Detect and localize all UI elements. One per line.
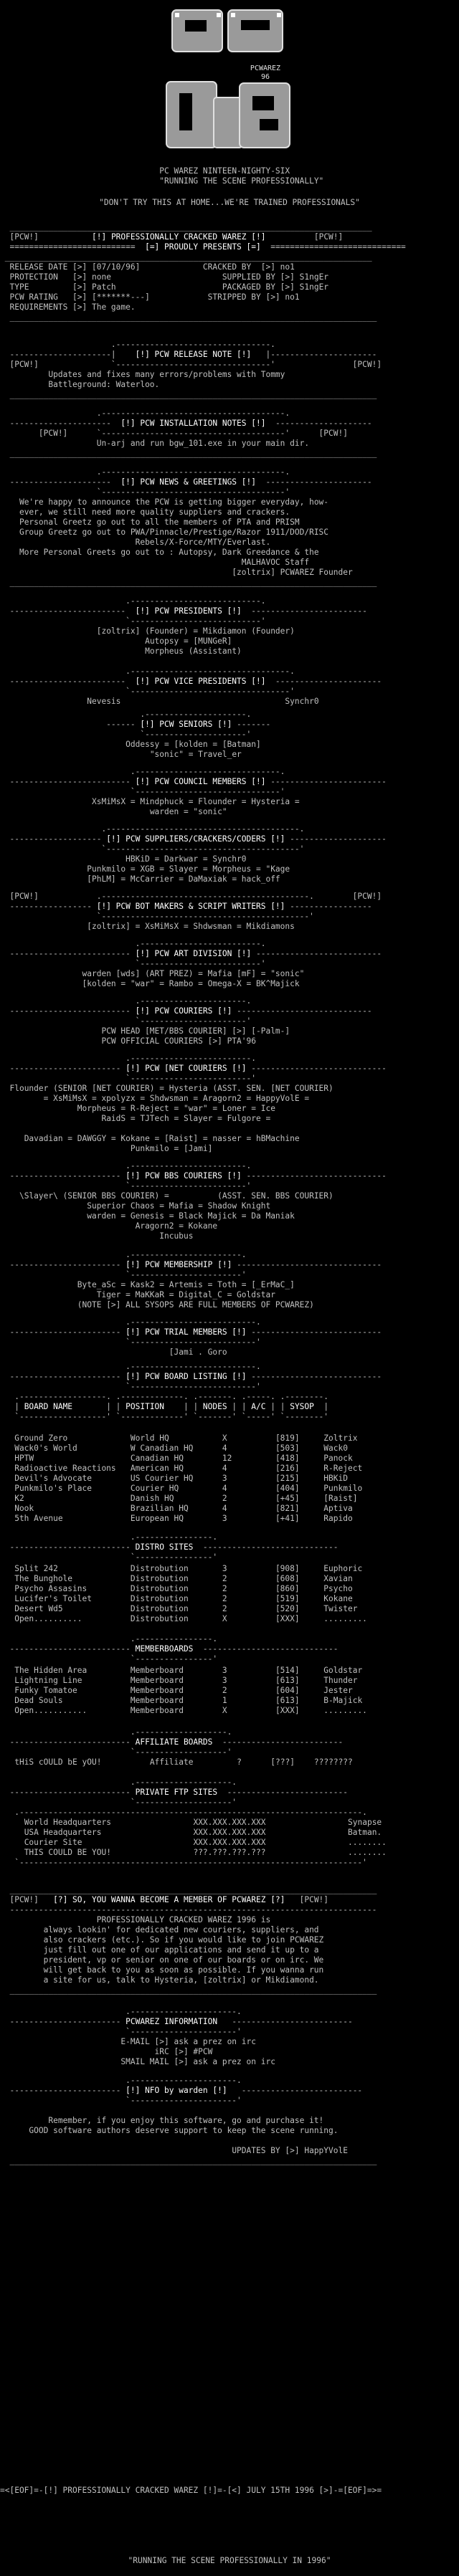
table-row <box>0 1564 459 1574</box>
join-line-5: will get back to you as soon as possible. If you wanna run <box>43 1965 324 1975</box>
table-cell: World HQ <box>130 1434 208 1443</box>
info-section: .----------------------. ----------------------- PCWAREZ INFORMATION ------------------------- `----------------------' E-MAIL [>] ask a prez on irc iRC [>] #PCW SMAIL MAIL [>] ask a prez on irc <box>0 2007 353 2066</box>
table-cell: Memberboard <box>130 1696 208 1705</box>
bots-title: [!] PCW BOT MAKERS & SCRIPT WRITERS [!] <box>96 902 285 911</box>
ftp-1-ip: XXX.XXX.XXX.XXX <box>193 1828 266 1837</box>
net-couriers-line-2: Morpheus = R-Reject = "war" = Loner = Ice <box>77 1104 275 1113</box>
net-couriers-line-0: Flounder (SENIOR [NET COURIER) = Hysteria (ASST. SEN. [NET COURIER) <box>9 1084 333 1093</box>
net-couriers-line-3: RaidS = TJTech = Slayer = Fulgore = <box>101 1114 271 1123</box>
bbs-line-4: Incubus <box>159 1231 194 1241</box>
member-title: MEMBERBOARDS <box>135 1644 194 1654</box>
news-title: [!] PCW NEWS & GREETINGS [!] <box>120 477 256 487</box>
ftp-2-name: Courier Site <box>24 1838 82 1847</box>
net-couriers-line-1: = XsMiMsX = xpolyzx = Shdwsman = Aragorn2 = HappyVolE = <box>43 1094 310 1103</box>
table-cell: 12 <box>207 1454 266 1463</box>
table-cell: [+41] <box>265 1514 314 1523</box>
table-row <box>0 1464 459 1474</box>
join-line-4: president, vp or senior on one of our boards or on irc. We <box>43 1955 324 1965</box>
bbs-couriers-section: .------------------------. ----------------------- [!] PCW BBS COURIERS [!] ----------------------------- `------------------------' \Slayer\ (SENIOR BBS COURIER) = (ASST. SEN. BBS COURIER) Superior Chaos = Mafia = Shadow Knight warden = Genesis = Black Majick = Da Maniak Aragorn2 = Kokane Incubus <box>0 1161 387 1241</box>
table-cell: The Hidden Area <box>0 1666 131 1675</box>
table-cell: 3 <box>207 1666 266 1675</box>
table-cell: 4 <box>207 1484 266 1493</box>
couriers-line-1: PCW OFFICIAL COURIERS [>] PTA'96 <box>101 1036 256 1046</box>
table-cell: Distrobution <box>130 1584 208 1593</box>
trial-line-0: [Jami . Goro <box>169 1347 227 1357</box>
presidents-title: [!] PCW PRESIDENTS [!] <box>135 606 242 616</box>
table-cell: [908] <box>265 1564 314 1573</box>
release-right-3: STRIPPED BY [>] no1 <box>207 292 300 302</box>
table-cell: American HQ <box>130 1464 208 1473</box>
coders-line-2: [PhLM] = McCarrier = DaMaxiak = hack_off <box>87 874 280 884</box>
membership-line-0: Byte_aSc = Kask2 = Artemis = Toth = [_ErMaC_] <box>77 1280 295 1289</box>
table-cell: B-Majick <box>313 1696 372 1705</box>
table-cell: [404] <box>265 1484 314 1493</box>
logo-subtitle <box>0 166 459 186</box>
presidents-line-1: Autopsy = [MUNGeR] <box>145 636 232 646</box>
table-cell: R-Reject <box>313 1464 372 1473</box>
table-cell: 2 <box>207 1604 266 1613</box>
join-line-3: just fill out one of our applications and send it up to a <box>43 1945 319 1955</box>
table-row <box>0 1666 459 1676</box>
bbs-line-3: Aragorn2 = Kokane <box>135 1221 218 1231</box>
release-left-2: TYPE [>] Patch <box>9 282 116 292</box>
art-title: [!] PCW ART DIVISION [!] <box>135 949 252 958</box>
table-cell: The Bunghole <box>0 1574 131 1583</box>
table-cell: Dead Souls <box>0 1696 131 1705</box>
table-cell: HBKiD <box>313 1474 372 1483</box>
table-cell: 2 <box>207 1594 266 1603</box>
membership-section: .-----------------------. ----------------------- [!] PCW MEMBERSHIP [!] ------------------------------ `-----------------------' Byte_aSc = Kask2 = Artemis = Toth = [_ErMaC_] Tiger = MaKKaR = Digital_C = Goldstar (NOTE [>] ALL SYSOPS ARE FULL MEMBERS OF PCWAREZ) <box>0 1250 382 1310</box>
table-cell: Wack0 <box>313 1444 372 1453</box>
motto: "DON'T TRY THIS AT HOME...WE'RE TRAINED PROFESSIONALS" <box>99 198 360 207</box>
bbs-line-2: warden = Genesis = Black Majick = Da Maniak <box>87 1211 295 1221</box>
ftp-0-sysop: Synapse <box>348 1818 382 1827</box>
table-cell: 5th Avenue <box>0 1514 131 1523</box>
logo-year: 96 <box>260 73 270 81</box>
join-line-2: also crackers (etc.). So if you would like to join PCWAREZ <box>43 1935 324 1945</box>
net-couriers-title: [!] PCW [NET COURIERS [!] <box>126 1064 247 1073</box>
nfo-line-1: GOOD software authors deserve support to keep the scene running. <box>29 2126 339 2135</box>
art-line-1: [kolden = "war" = Rambo = Omega-X = BK^Majick <box>82 979 300 988</box>
couriers-title: [!] PCW COURIERS [!] <box>135 1006 232 1016</box>
distro-table <box>0 1564 459 1624</box>
member-table <box>0 1666 459 1716</box>
nfo-updates: UPDATES BY [>] HappYVolE <box>232 2146 348 2155</box>
distro-title: DISTRO SITES <box>135 1542 194 1552</box>
table-cell: Split 242 <box>0 1564 131 1573</box>
affiliate-ac: [???] <box>270 1757 295 1767</box>
table-cell: X <box>207 1706 266 1715</box>
table-row <box>0 1484 459 1494</box>
table-cell: Thunder <box>313 1676 372 1685</box>
table-cell: Memberboard <box>130 1686 208 1695</box>
table-cell: [613] <box>265 1696 314 1705</box>
news-line-5: More Personal Greets go out to : Autopsy, Dark Greedance & the <box>19 548 319 557</box>
news-line-3: Group Greetz go out to PWA/Pinnacle/Prestige/Razor 1911/DOD/RISC <box>19 528 329 537</box>
table-cell: Funky Tomatoe <box>0 1686 131 1695</box>
table-row <box>0 1504 459 1514</box>
join-title: [?] SO, YOU WANNA BECOME A MEMBER OF PCWAREZ [?] <box>53 1895 285 1904</box>
bots-section: [PCW!] .-------------------------------------------. [PCW!] ----------------- [!] PCW BOT MAKERS & SCRIPT WRITERS [!] ----------------- `-------------------------------------------' [zoltrix] = XsMiMsX = Shdwsman = Mikdiamons <box>0 892 382 931</box>
info-title: PCWAREZ INFORMATION <box>126 2017 218 2026</box>
coders-line-1: Punkmilo = XGB = Slayer = Morpheus = "Kage <box>87 864 290 874</box>
table-cell: ......... <box>313 1614 372 1623</box>
table-row <box>0 1696 459 1706</box>
table-cell: Open.......... <box>0 1614 131 1623</box>
table-cell: Memberboard <box>130 1706 208 1715</box>
art-line-0: warden [wds] (ART PREZ) = Mafia [mF] = "sonic" <box>82 969 305 978</box>
table-cell: ......... <box>313 1706 372 1715</box>
council-section: .------------------------------. ------------------------- [!] PCW COUNCIL MEMBERS [!] ------------------------ `------------------------------' XsMiMsX = Mindphuck = Flounder = Hysteria = warden = "sonic" <box>0 767 387 816</box>
table-cell: Zoltrix <box>313 1434 372 1443</box>
vice-section: .---------------------------------. ------------------------ [!] PCW VICE PRESIDENTS [!] ---------------------- `---------------------------------' Nevesis Synchr0 <box>0 667 382 706</box>
release-left-1: PROTECTION [>] none <box>9 272 111 282</box>
table-cell: 3 <box>207 1474 266 1483</box>
table-cell: Canadian HQ <box>130 1454 208 1463</box>
trial-title: [!] PCW TRIAL MEMBERS [!] <box>126 1327 247 1337</box>
table-cell: Devil's Advocate <box>0 1474 131 1483</box>
seniors-title: [!] PCW SENIORS [!] <box>140 720 232 729</box>
table-cell: Desert Wd5 <box>0 1604 131 1613</box>
table-cell: Punkmilo's Place <box>0 1484 131 1493</box>
table-row <box>0 1494 459 1504</box>
table-cell: Psycho <box>313 1584 372 1593</box>
table-cell: 3 <box>207 1514 266 1523</box>
table-cell: [860] <box>265 1584 314 1593</box>
affiliate-section: .-------------------. ------------------------- AFFILIATE BOARDS ------------------------- `-------------------' tHiS cOULD bE yOU! Affiliate ? [???] ???????? <box>0 1727 353 1767</box>
join-line-0: PROFESSIONALLY CRACKED WAREZ 1996 is <box>96 1915 271 1924</box>
footer-line: =<[EOF]=-[!] PROFESSIONALLY CRACKED WAREZ [!]=-[<] JULY 15TH 1996 [>]-=[EOF]=>= <box>0 2486 382 2495</box>
distro-section: .----------------. ------------------------- DISTRO SITES ---------------------------- `----------------' <box>0 1532 339 1562</box>
table-cell: Rapido <box>313 1514 372 1523</box>
release-note-title: [!] PCW RELEASE NOTE [!] <box>135 350 252 359</box>
table-cell: Radioactive Reactions <box>0 1464 131 1473</box>
table-cell: Kokane <box>313 1594 372 1603</box>
release-note-line-0: Updates and fixes many errors/problems with Tommy <box>48 370 285 379</box>
table-cell: [+45] <box>265 1494 314 1503</box>
table-cell: Lucifer's Toilet <box>0 1594 131 1603</box>
install-title: [!] PCW INSTALLATION NOTES [!] <box>120 419 266 428</box>
table-cell: [821] <box>265 1504 314 1513</box>
ftp-1-sysop: Batman. <box>348 1828 382 1837</box>
ftp-3-name: THIS COULD BE YOU! <box>24 1848 111 1857</box>
news-line-1: ever, we still need more quality suppliers and crackers. <box>19 507 290 517</box>
net-couriers-line-4: Davadian = DAWGGY = Kokane = [Raist] = nasser = hBMachine <box>24 1134 300 1143</box>
couriers-line-0: PCW HEAD [MET/BBS COURIER] [>] [-Palm-] <box>101 1026 290 1036</box>
table-cell: 3 <box>207 1564 266 1573</box>
logo-line-2: "RUNNING THE SCENE PROFESSIONALLY" <box>159 176 324 186</box>
col-board-name: BOARD NAME <box>24 1402 73 1411</box>
table-cell: [503] <box>265 1444 314 1453</box>
couriers-section: .----------------------. ------------------------- [!] PCW COURIERS [!] ---------------------------- `----------------------' PCW HEAD [MET/BBS COURIER] [>] [-Palm-] PCW OFFICIAL COURIERS [>] PTA'96 <box>0 996 372 1046</box>
table-cell: 2 <box>207 1494 266 1503</box>
logo-group: PCWAREZ <box>250 65 281 72</box>
release-right-1: SUPPLIED BY [>] S1ngEr <box>222 272 329 282</box>
affiliate-position: Affiliate <box>149 1757 194 1767</box>
table-cell: 4 <box>207 1444 266 1453</box>
table-row <box>0 1454 459 1464</box>
table-row <box>0 1574 459 1584</box>
install-line-0: Un-arj and run bgw_101.exe in your main dir. <box>96 439 310 448</box>
footer-motto: "RUNNING THE SCENE PROFESSIONALLY IN 1996" <box>128 2556 331 2565</box>
table-cell: Distrobution <box>130 1614 208 1623</box>
bots-line-0: [zoltrix] = XsMiMsX = Shdwsman = Mikdiamons <box>87 922 295 931</box>
table-cell: Open........... <box>0 1706 131 1715</box>
table-row <box>0 1434 459 1444</box>
table-cell: K2 <box>0 1494 131 1503</box>
member-section: .----------------. ------------------------- MEMBERBOARDS ---------------------------- `----------------' <box>0 1634 339 1664</box>
table-cell: Distrobution <box>130 1574 208 1583</box>
table-cell: [604] <box>265 1686 314 1695</box>
info-line-2: SMAIL MAIL [>] ask a prez on irc <box>120 2057 275 2066</box>
table-cell: Xavian <box>313 1574 372 1583</box>
table-cell: Goldstar <box>313 1666 372 1675</box>
boards-table <box>0 1434 459 1524</box>
table-cell: Danish HQ <box>130 1494 208 1503</box>
coders-section: .----------------------------------------. ------------------- [!] PCW SUPPLIERS/CRACKERS/CODERS [!] -------------------- `----------------------------------------' HBKiD = Darkwar = Synchr0 Punkmilo = XGB = Slayer = Morpheus = "Kage [PhLM] = McCarrier = DaMaxiak = hack_off <box>0 824 387 884</box>
ftp-section: .--------------------. ------------------------- PRIVATE FTP SITES ------------------------- `--------------------' .-----------------------------------------------------------------------. World Headquarters XXX.XXX.XXX.XXX Synapse USA Headquarters XXX.XXX.XXX.XXX Batman. Courier Site XXX.XXX.XXX.XXX ........ THIS COULD BE YOU! ???.???.???.??? ........ `-----------------------------------------------------------------------' <box>0 1778 387 1867</box>
table-cell: [418] <box>265 1454 314 1463</box>
ftp-3-ip: ???.???.???.??? <box>193 1848 266 1857</box>
table-cell: X <box>207 1434 266 1443</box>
net-couriers-line-5: Punkmilo = [Jami] <box>130 1144 213 1153</box>
ftp-0-name: World Headquarters <box>24 1818 111 1827</box>
board-listing-section: .--------------------------. ----------------------- [!] PCW BOARD LISTING [!] --------------------------- `--------------------------' .------------------. .-------------. .-------. .-----. .--------. | BOARD NAME | | POSITION | | NODES | | A/C | | SYSOP | `------------------' `-------------' `-------' `-----' `--------' <box>0 1362 382 1421</box>
join-section: ____________________________________________________________________________ [PCW!] [?] SO, YOU WANNA BECOME A MEMBER OF PCWAREZ [?] [PCW!] ---------------------------------------------------------------------------- PROFESSIONALLY CRACKED WAREZ 1996 is always lookin' for dedicated new couriers, suppliers, and also crackers (etc.). So if you would like to join PCWAREZ just fill out one of our applications and send it up to a president, vp or senior on one of our boards or on irc. We will get back to you as soon as possible. If you wanna run a site for us, talk to Hysteria, [zoltrix] or Mikdiamond. ____________________________________________________________________________ <box>0 1885 377 1995</box>
table-row <box>0 1514 459 1524</box>
table-cell: [520] <box>265 1604 314 1613</box>
membership-line-1: Tiger = MaKKaR = Digital_C = Goldstar <box>96 1290 275 1299</box>
news-line-0: We're happy to announce the PCW is getting bigger everyday, how- <box>19 497 329 507</box>
table-row <box>0 1474 459 1484</box>
affiliate-title: AFFILIATE BOARDS <box>135 1737 213 1747</box>
vice-left: Nevesis <box>87 697 121 706</box>
net-couriers-section: .-------------------------. ----------------------- [!] PCW [NET COURIERS [!] ---------------------------- `-------------------------' Flounder (SENIOR [NET COURIER) = Hysteria (ASST. SEN. [NET COURIER) = XsMiMsX = xpolyzx = Shdwsman = Aragorn2 = HappyVolE = Morpheus = R-Reject = "war" = Loner = Ice RaidS = TJTech = Slayer = Fulgore = Davadian = DAWGGY = Kokane = [Raist] = nasser = hBMachine Punkmilo = [Jami] <box>0 1054 387 1153</box>
table-cell: X <box>207 1614 266 1623</box>
table-cell: [XXX] <box>265 1614 314 1623</box>
info-line-0: E-MAIL [>] ask a prez on irc <box>120 2037 256 2046</box>
table-cell: Courier HQ <box>130 1484 208 1493</box>
ftp-1-name: USA Headquarters <box>24 1828 102 1837</box>
footer <box>0 2466 459 2576</box>
seniors-line-1: "sonic" = Travel_er <box>149 750 242 759</box>
table-cell: [613] <box>265 1676 314 1685</box>
trial-section: .--------------------------. ----------------------- [!] PCW TRIAL MEMBERS [!] --------------------------- `--------------------------' [Jami . Goro <box>0 1317 382 1357</box>
table-cell: Distrobution <box>130 1564 208 1573</box>
table-cell: [Raist] <box>313 1494 372 1503</box>
vice-title: [!] PCW VICE PRESIDENTS [!] <box>135 677 266 686</box>
ftp-2-sysop: ........ <box>348 1838 387 1847</box>
table-cell: Brazilian HQ <box>130 1504 208 1513</box>
table-cell: Aptiva <box>313 1504 372 1513</box>
table-cell: [XXX] <box>265 1706 314 1715</box>
council-line-0: XsMiMsX = Mindphuck = Flounder = Hysteria = <box>91 797 300 806</box>
table-cell: [514] <box>265 1666 314 1675</box>
art-section: .-------------------------. ------------------------- [!] PCW ART DIVISION [!] -------------------------- `-------------------------' warden [wds] (ART PREZ) = Mafia [mF] = "sonic" [kolden = "war" = Rambo = Omega-X = BK^Majick <box>0 939 382 988</box>
table-cell: 4 <box>207 1464 266 1473</box>
col-position: POSITION <box>126 1402 165 1411</box>
col-sysop: SYSOP <box>290 1402 314 1411</box>
table-cell: [216] <box>265 1464 314 1473</box>
release-right-0: CRACKED BY [>] no1 <box>202 262 295 272</box>
table-cell: Panock <box>313 1454 372 1463</box>
table-cell: US Courier HQ <box>130 1474 208 1483</box>
vice-right: Synchr0 <box>285 697 319 706</box>
news-line-4: Rebels/X-Force/MTY/Everlast. <box>135 538 271 547</box>
proudly-presents: [=] PROUDLY PRESENTS [=] <box>145 242 261 252</box>
col-nodes: NODES <box>202 1402 227 1411</box>
bbs-couriers-title: [!] PCW BBS COURIERS [!] <box>126 1171 242 1180</box>
table-row <box>0 1584 459 1594</box>
membership-line-2: (NOTE [>] ALL SYSOPS ARE FULL MEMBERS OF PCWAREZ) <box>77 1300 314 1310</box>
bbs-line-1: Superior Chaos = Mafia = Shadow Knight <box>87 1201 271 1211</box>
table-row <box>0 1686 459 1696</box>
nfo-title: [!] NFO by warden [!] <box>126 2086 227 2095</box>
table-cell: 4 <box>207 1504 266 1513</box>
table-cell: 1 <box>207 1696 266 1705</box>
table-cell: Twister <box>313 1604 372 1613</box>
table-row <box>0 1614 459 1624</box>
info-line-1: iRC [>] #PCW <box>154 2047 213 2056</box>
ftp-title: PRIVATE FTP SITES <box>135 1788 218 1797</box>
release-left-0: RELEASE DATE [>] [07/10/96] <box>9 262 141 272</box>
logo-line-1: PC WAREZ NINTEEN-NIGHTY-SIX <box>159 166 290 176</box>
table-cell: Distrobution <box>130 1604 208 1613</box>
table-cell: Distrobution <box>130 1594 208 1603</box>
join-line-6: a site for us, talk to Hysteria, [zoltrix] or Mikdiamond. <box>43 1975 319 1985</box>
coders-line-0: HBKiD = Darkwar = Synchr0 <box>126 854 247 864</box>
ftp-2-ip: XXX.XXX.XXX.XXX <box>193 1838 266 1847</box>
table-cell: [519] <box>265 1594 314 1603</box>
table-cell: Lightning Line <box>0 1676 131 1685</box>
table-cell: European HQ <box>130 1514 208 1523</box>
table-row <box>0 1444 459 1454</box>
release-right-2: PACKAGED BY [>] S1ngEr <box>222 282 329 292</box>
table-cell: Jester <box>313 1686 372 1695</box>
table-row <box>0 1594 459 1604</box>
membership-title: [!] PCW MEMBERSHIP [!] <box>126 1260 232 1269</box>
ftp-0-ip: XXX.XXX.XXX.XXX <box>193 1818 266 1827</box>
col-ac: A/C <box>251 1402 266 1411</box>
table-cell: Memberboard <box>130 1676 208 1685</box>
seniors-section: .---------------------. ------ [!] PCW SENIORS [!] ------- `---------------------' Oddessy = [kolden = [Batman] "sonic" = Travel_er <box>0 710 271 759</box>
news-line-2: Personal Greetz go out to all the members of PTA and PRISM <box>19 517 300 527</box>
table-cell: 2 <box>207 1574 266 1583</box>
table-cell: Wack0's World <box>0 1444 131 1453</box>
council-title: [!] PCW COUNCIL MEMBERS [!] <box>135 777 266 786</box>
news-line-6: MALHAVOC Staff <box>241 558 310 567</box>
release-block: ___________________________________________________________________________ [PCW!] [!] PROFESSIONALLY CRACKED WAREZ [!] [PCW!] ========================== [=] PROUDLY PRESENTS [=] ============================ ____________________________________________________________________________ RELEASE DATE [>] [07/10/96] CRACKED BY [>] no1 PROTECTION [>] none SUPPLIED BY [>] S1ngEr TYPE [>] Patch PACKAGED BY [>] S1ngEr PCW RATING [>] [*******---] STRIPPED BY [>] no1 REQUIREMENTS [>] The game. ____________________________________________________________________________ <box>0 222 406 322</box>
table-cell: Ground Zero <box>0 1434 131 1443</box>
table-row <box>0 1676 459 1686</box>
nfo-section: .----------------------. ----------------------- [!] NFO by warden [!] ------------------------- `----------------------' Remember, if you enjoy this software, go and purchase it! GOOD software authors deserve support to keep the scene running. UPDATES BY [>] HappYVolE ____________________________________________________________________________ <box>0 2076 377 2165</box>
table-cell: Punkmilo <box>313 1484 372 1493</box>
affiliate-name: tHiS cOULD bE yOU! <box>14 1757 102 1767</box>
table-cell: W Canadian HQ <box>130 1444 208 1453</box>
table-cell: Psycho Assasins <box>0 1584 131 1593</box>
ftp-3-sysop: ........ <box>348 1848 387 1857</box>
table-row <box>0 1604 459 1614</box>
table-cell: 3 <box>207 1676 266 1685</box>
table-row <box>0 1706 459 1716</box>
release-note-section: .--------------------------------. ---------------------| [!] PCW RELEASE NOTE [!] |---------------------- [PCW!] `--------------------------------' [PCW!] Updates and fixes many errors/problems with Tommy Battleground: Waterloo. ____________________________________________________________________________ <box>0 340 382 399</box>
presidents-line-2: Morpheus (Assistant) <box>145 647 242 656</box>
install-section: .--------------------------------------. --------------------- [!] PCW INSTALLATION NOTES [!] -------------------- [PCW!] `--------------------------------------' [PCW!] Un-arj and run bgw_101.exe in your main dir. ____________________________________________________________________________ <box>0 409 377 458</box>
presidents-section: .---------------------------. ------------------------ [!] PCW PRESIDENTS [!] ------------------------ `---------------------------' [zoltrix] (Founder) = Mikdiamon (Founder) Autopsy = [MUNGeR] Morpheus (Assistant) <box>0 596 367 656</box>
release-title: [!] PROFESSIONALLY CRACKED WAREZ [!] <box>92 232 266 242</box>
release-note-line-1: Battleground: Waterloo. <box>48 380 160 389</box>
news-section: .--------------------------------------. --------------------- [!] PCW NEWS & GREETINGS [!] ---------------------- `--------------------------------------' We're happy to announce the PCW is getting bigger everyday, how- ever, we still need more quality suppliers and crackers. Personal Greetz go out to all the members of PTA and PRISM Group Greetz go out to PWA/Pinnacle/Prestige/Razor 1911/DOD/RISC Rebels/X-Force/MTY/Everlast. More Personal Greets go out to : Autopsy, Dark Greedance & the MALHAVOC Staff [zoltrix] PCWAREZ Founder ____________________________________________________________________________ <box>0 467 377 587</box>
affiliate-sysop: ???????? <box>313 1757 353 1767</box>
table-cell: [819] <box>265 1434 314 1443</box>
coders-title: [!] PCW SUPPLIERS/CRACKERS/CODERS [!] <box>106 834 285 844</box>
news-line-7: [zoltrix] PCWAREZ Founder <box>232 568 353 577</box>
table-cell: Euphoric <box>313 1564 372 1573</box>
table-cell: Memberboard <box>130 1666 208 1675</box>
board-listing-title: [!] PCW BOARD LISTING [!] <box>126 1372 247 1381</box>
table-cell: [215] <box>265 1474 314 1483</box>
affiliate-nodes: ? <box>237 1757 242 1767</box>
join-line-1: always lookin' for dedicated new couriers, suppliers, and <box>43 1925 319 1935</box>
seniors-line-0: Oddessy = [kolden = [Batman] <box>126 740 261 749</box>
nfo-line-0: Remember, if you enjoy this software, go and purchase it! <box>48 2116 324 2125</box>
table-cell: [608] <box>265 1574 314 1583</box>
bbs-line-0: \Slayer\ (SENIOR BBS COURIER) = (ASST. SEN. BBS COURIER) <box>19 1191 333 1201</box>
presidents-line-0: [zoltrix] (Founder) = Mikdiamon (Founder) <box>96 626 295 636</box>
table-cell: 2 <box>207 1584 266 1593</box>
council-line-1: warden = "sonic" <box>149 807 227 816</box>
release-left-4: REQUIREMENTS [>] The game. <box>9 302 136 312</box>
pcwarez-logo <box>151 4 308 166</box>
table-cell: 2 <box>207 1686 266 1695</box>
tag-left: [PCW!] <box>9 232 39 242</box>
table-cell: HPTW <box>0 1454 131 1463</box>
tag-right: [PCW!] <box>313 232 344 242</box>
release-left-3: PCW RATING [>] [*******---] <box>9 292 150 302</box>
table-cell: Nook <box>0 1504 131 1513</box>
